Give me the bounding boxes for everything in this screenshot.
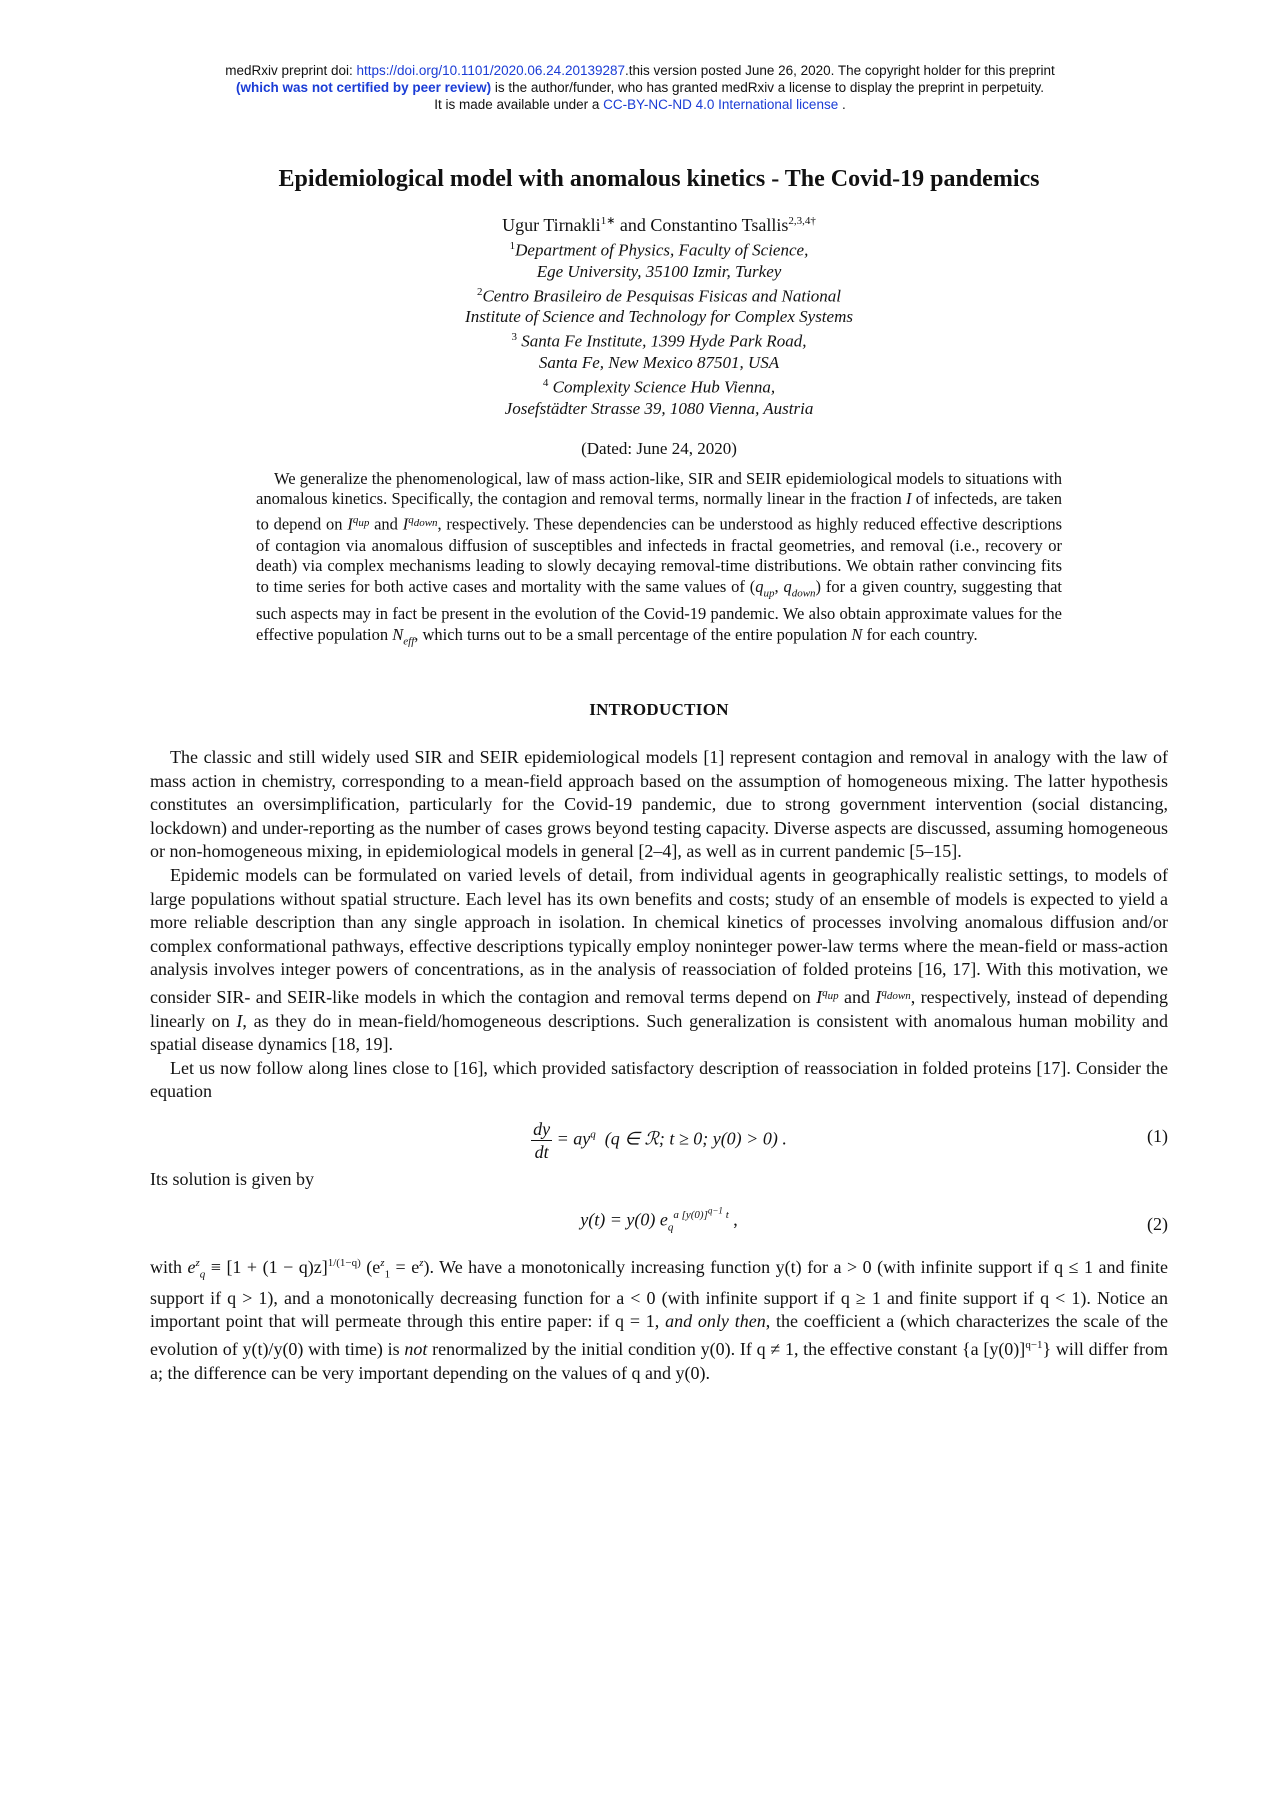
author-2-sup: 2,3,4† [788, 215, 816, 227]
equation-2-sup2: q−1 [707, 1205, 723, 1216]
banner-license-text: is the author/funder, who has granted medRxiv a license to display the preprint in perpetuity. [491, 80, 1044, 95]
math-Neff: $N_{eff}$ [392, 625, 415, 648]
paragraph-text: } will differ from a; the difference can be very important depending on the values of q and y(0). [150, 1338, 1169, 1383]
paragraph-math: = e [390, 1256, 420, 1277]
affiliation-sup: 4 [542, 376, 549, 389]
affiliation-line [150, 282, 1168, 307]
abstract-text: for a given country, suggesting that such aspects may in fact be present in the evolution of the Covid-19 pandemic. We also obtain approximate values for the effective population [256, 577, 1063, 644]
author-2: Constantino Tsallis [650, 215, 789, 235]
abstract-text: of infecteds, are taken to depend on [256, 489, 1062, 534]
affiliation-line [150, 306, 1168, 327]
affiliation-text: Josefstädter Strasse 39, 1080 Vienna, Austria [504, 398, 814, 418]
intro-paragraph-3: Let us now follow along lines close to [16], which provided satisfactory description of reassociation in folded proteins [17]. Consider the equation [150, 1057, 1168, 1102]
paragraph-math: (e [360, 1256, 381, 1277]
paragraph-emphasis: and only then [665, 1311, 766, 1332]
equation-1-condition: (q ∈ ℛ; t ≥ 0; y(0) > 0) . [595, 1128, 787, 1149]
paragraph-4: with $e^z_q \equiv [1 + (1 - q)z]^{1/(1-q)}$ $(e^z_1 = e^z)$. We have a monotonically increasing function y(t) for a > 0 (with infinite support if q ≤ 1 and finite support if q > 1), and a monotonically decreasing function for a < 0 (with infinite support if q ≥ 1 and finite support if q < 1). Notice an important point that will permeate through this entire paper: if q = 1, and only then, the coefficient a (which characterizes the scale of the evolution of y(t)/y(0) with time) is not renormalized by the initial condition y(0). If q ≠ 1, the effective constant {a $[y(0)]^{q-1}$} will differ from a; the difference can be very important depending on the values of q and y(0). [150, 1256, 1169, 1383]
affiliation-text: Complexity Science Hub Vienna, [548, 377, 776, 397]
peer-review-notice: (which was not certified by peer review) [236, 80, 492, 95]
banner-line-1 [0, 62, 1280, 79]
math-eqz: $e^z_q$ [187, 1256, 206, 1281]
equation-2-sup: a [y(0)] [673, 1209, 708, 1222]
math-I-qup: I [347, 514, 353, 534]
equation-1-fraction [531, 1118, 552, 1163]
equation-1-body [150, 1118, 1168, 1163]
equation-1 [150, 1104, 1168, 1164]
equation-2 [150, 1192, 1168, 1252]
affiliation-text: Santa Fe Institute, 1399 Hyde Park Road, [517, 331, 807, 351]
paragraph-text: ). We have a monotonically increasing function y(t) for a > 0 (with infinite support if q ≤ 1 and finite support if q > 1), and a monotonically decreasing function for a < 0 (with infinite support if q ≥ 1 and finite support if q < 1). Notice an important point that will permeate through this entire paper: if q = 1, [150, 1256, 1168, 1332]
equation-2-sub: q [667, 1220, 674, 1233]
affiliation-text: Department of Physics, Faculty of Science, [515, 240, 809, 260]
abstract-text: for each country. [862, 625, 978, 644]
math-qpair: ($q_{up}$, $q_{down}$) [749, 577, 822, 600]
affiliation-sup: 3 [511, 331, 518, 344]
banner-license-suffix: . [838, 97, 846, 112]
math-qup: qup [352, 514, 370, 530]
equation-2-number: (2) [1147, 1213, 1168, 1234]
affiliation-line [150, 327, 1168, 352]
math-I: I [906, 489, 912, 509]
fraction-denominator: dt [534, 1142, 549, 1162]
author-list [150, 211, 1168, 236]
equation-2-tail: , [728, 1209, 738, 1230]
affiliation-line [150, 398, 1168, 419]
paragraph-text: , respectively, instead of depending linearly on [150, 987, 1168, 1031]
banner-line-3 [0, 96, 1280, 113]
affiliation-line [150, 236, 1168, 261]
intro-paragraph-1: The classic and still widely used SIR and SEIR epidemiological models [1] represent contagion and removal in analogy with the law of mass action in chemistry, corresponding to a mean-field approach based on the assumption of homogeneous mixing. The latter hypothesis constitutes an oversimplification, particularly for the Covid-19 pandemic, due to strong government intervention (social distancing, lockdown) and under-reporting as the number of cases grows beyond testing capacity. Diverse aspects are discussed, assuming homogeneous or non-homogeneous mixing, in epidemiological models in general [2–4], as well as in current pandemic [5–15]. [150, 747, 1168, 862]
equation-1-exponent: q [590, 1128, 596, 1141]
paper-page [150, 160, 1168, 1385]
paragraph-math: [1 + (1 − q)z] [226, 1256, 328, 1277]
abstract-text: We generalize the phenomenological, law of mass action-like, SIR and SEIR epidemiological models to situations with anomalous kinetics. Specifically, the contagion and removal terms, normally linear in the fraction [256, 468, 1062, 509]
affiliation-sup: 1 [509, 240, 516, 252]
fraction-numerator: dy [533, 1119, 551, 1139]
banner-line-2 [0, 79, 1280, 96]
author-1: Ugur Tirnakli [502, 215, 601, 235]
paragraph-math-sup: q−1 [1025, 1338, 1043, 1351]
paragraph-text: with [150, 1256, 188, 1277]
banner-prefix: medRxiv preprint doi: [225, 63, 357, 78]
paragraph-text: renormalized by the initial condition y(0). If q ≠ 1, the effective constant {a [y(0)] [427, 1338, 1026, 1359]
banner-suffix: .this version posted June 26, 2020. The copyright holder for this preprint [625, 63, 1055, 78]
doi-link[interactable]: https://doi.org/10.1101/2020.06.24.20139287 [356, 63, 626, 78]
abstract [256, 469, 1062, 652]
paragraph-text: , the coefficient a (which characterizes the scale of the evolution of y(t)/y(0) with time) is [150, 1311, 1168, 1359]
math-qdown: qdown [881, 987, 911, 1003]
affiliation-line [150, 373, 1168, 398]
abstract-text: , respectively. These dependencies can be understood as highly reduced effective descriptions of contagion via anomalous diffusion of susceptibles and infecteds in fractal geometries, and removal (i.e., recovery or death) via complex mechanisms leading to slowly decaying removal-time distributions. We obtain rather convincing fits to time series for both active cases and mortality with the same values of [256, 514, 1062, 597]
affiliation-text: Santa Fe, New Mexico 87501, USA [538, 352, 780, 372]
author-and: and [615, 215, 651, 235]
preprint-banner [0, 62, 1280, 113]
banner-license-prefix: It is made available under a [434, 97, 604, 112]
equation-2-sup3: t [722, 1209, 729, 1222]
affiliation-list [150, 236, 1168, 419]
equation-1-rhs: = ay [552, 1128, 591, 1149]
abstract-text: , which turns out to be a small percentage of the entire population [414, 625, 852, 644]
abstract-text: and [369, 514, 403, 534]
affiliation-sup: 2 [476, 285, 483, 298]
dated-line: (Dated: June 24, 2020) [581, 438, 737, 458]
section-heading-introduction: INTRODUCTION [589, 700, 729, 720]
affiliation-text: Institute of Science and Technology for Complex Systems [465, 307, 853, 327]
math-qup: qup [822, 987, 839, 1003]
math-I-qdown: I [875, 987, 882, 1008]
equation-2-lhs: y(t) = y(0) e [580, 1209, 668, 1230]
math-I: I [236, 1010, 243, 1031]
license-link[interactable]: CC-BY-NC-ND 4.0 International license [603, 97, 839, 112]
intro-paragraph-2 [150, 864, 1168, 1057]
affiliation-text: Centro Brasileiro de Pesquisas Fisicas and National [482, 286, 842, 306]
author-1-sup: 1∗ [600, 215, 616, 227]
equation-1-number: (1) [1147, 1126, 1168, 1146]
affiliation-text: Ege University, 35100 Izmir, Turkey [536, 261, 782, 281]
paragraph-text: and [838, 987, 876, 1008]
affiliation-line [150, 352, 1168, 373]
paper-title: Epidemiological model with anomalous kinetics - The Covid-19 pandemics [278, 166, 1040, 192]
equation-2-body [150, 1206, 1168, 1233]
math-N: N [851, 625, 863, 644]
math-I-qup: I [816, 987, 823, 1008]
solution-text: Its solution is given by [150, 1169, 315, 1189]
affiliation-line [150, 261, 1168, 282]
paragraph-math-sup: 1/(1−q) [327, 1256, 361, 1269]
paragraph-emphasis: not [404, 1338, 428, 1359]
math-qdown: qdown [408, 514, 438, 530]
paragraph-text: Epidemic models can be formulated on varied levels of detail, from individual agents in geographically realistic settings, to models of large populations without spatial structure. Each level has its own benefits and costs; study of an ensemble of models is expected to yield a more reliable description than any single approach in isolation. In chemical kinetics of processes involving anomalous diffusion and/or complex conformational pathways, effective descriptions typically employ noninteger power-law terms where the mean-field or mass-action analysis involves integer powers of concentrations, as in the analysis of reassociation of folded proteins [16, 17]. With this motivation, we consider SIR- and SEIR-like models in which the contagion and removal terms depend on [150, 865, 1168, 1008]
math-I-qdown: I [402, 514, 409, 534]
paragraph-text: , as they do in mean-field/homogeneous descriptions. Such generalization is consistent with anomalous human mobility and spatial disease dynamics [18, 19]. [150, 1010, 1169, 1055]
